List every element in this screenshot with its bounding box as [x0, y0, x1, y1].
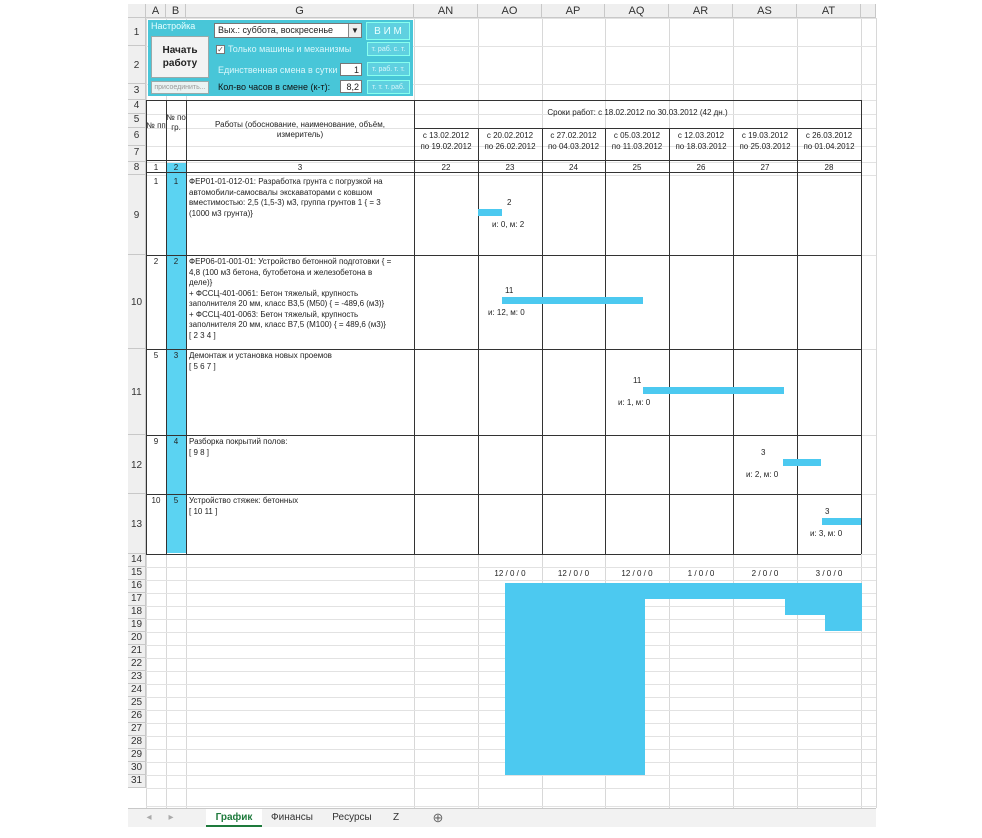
- task-pp: 1: [153, 177, 159, 186]
- task-group: 5: [173, 496, 179, 505]
- sheet-tab-bar: [128, 808, 876, 827]
- row-header[interactable]: 19: [128, 619, 146, 632]
- task-resources: и: 3, м: 0: [810, 529, 843, 538]
- grid-row-line: [146, 775, 876, 776]
- side-button-1[interactable]: т. раб. с. т.: [367, 42, 410, 56]
- histogram-bar: [545, 583, 645, 775]
- row-header[interactable]: 9: [128, 175, 146, 255]
- chevron-down-icon[interactable]: ▼: [348, 24, 361, 37]
- weekend-select[interactable]: Вых.: суббота, воскресенье ▼: [214, 23, 362, 38]
- week-start: с 27.02.2012: [550, 131, 597, 140]
- week-end: по 11.03.2012: [611, 142, 663, 151]
- week-end: по 25.03.2012: [739, 142, 791, 151]
- grid-col-line: [876, 18, 877, 808]
- task-duration: 2: [507, 198, 512, 207]
- table-border-h: [146, 160, 861, 161]
- task-pp: 10: [151, 496, 161, 505]
- week-number: 26: [696, 163, 706, 172]
- total-cell: 12 / 0 / 0: [494, 569, 526, 578]
- row-header[interactable]: 8: [128, 162, 146, 175]
- col-header-b[interactable]: B: [166, 4, 186, 18]
- row-header[interactable]: 6: [128, 128, 146, 146]
- task-text-line: Устройство стяжек: бетонных: [189, 496, 299, 505]
- tab-z[interactable]: Z: [392, 812, 400, 823]
- week-number: 25: [632, 163, 642, 172]
- table-border-v: [861, 100, 862, 554]
- histogram-bar: [825, 583, 862, 631]
- week-start: с 20.02.2012: [486, 131, 534, 140]
- table-border-v: [797, 128, 798, 554]
- row-header[interactable]: 24: [128, 684, 146, 697]
- row-header[interactable]: 22: [128, 658, 146, 671]
- total-cell: 3 / 0 / 0: [815, 569, 843, 578]
- tab-resursy[interactable]: Ресурсы: [332, 812, 372, 823]
- shift-input[interactable]: 1: [340, 63, 362, 76]
- table-border-v: [733, 128, 734, 554]
- task-group: 3: [173, 351, 179, 360]
- row-header[interactable]: 29: [128, 749, 146, 762]
- task-resources: и: 12, м: 0: [488, 308, 525, 317]
- table-border-h: [146, 100, 861, 101]
- task-pp: 5: [153, 351, 159, 360]
- row-header[interactable]: 1: [128, 18, 146, 46]
- row-header[interactable]: 15: [128, 567, 146, 580]
- task-pp: 2: [153, 257, 159, 266]
- table-border-h: [146, 255, 861, 256]
- row-header[interactable]: 26: [128, 710, 146, 723]
- task-duration: 3: [761, 448, 766, 457]
- grid-row-line: [146, 18, 876, 19]
- row-header[interactable]: 3: [128, 84, 146, 100]
- col-header-as[interactable]: AS: [733, 4, 797, 18]
- col-header-g[interactable]: G: [186, 4, 414, 18]
- gantt-bar[interactable]: [822, 518, 861, 525]
- task-group: 1: [173, 177, 179, 186]
- row-header[interactable]: 13: [128, 494, 146, 554]
- row-header[interactable]: 7: [128, 146, 146, 162]
- week-number: 28: [824, 163, 834, 172]
- grid-row-line: [146, 175, 876, 176]
- grid-row-line: [146, 806, 876, 807]
- total-cell: 1 / 0 / 0: [687, 569, 715, 578]
- row-header[interactable]: 28: [128, 736, 146, 749]
- col-header-ar[interactable]: AR: [669, 4, 733, 18]
- row-header[interactable]: 4: [128, 100, 146, 114]
- col-header-at[interactable]: AT: [797, 4, 861, 18]
- total-cell: 12 / 0 / 0: [557, 569, 590, 578]
- table-border-h: [146, 494, 861, 495]
- row-header[interactable]: 21: [128, 645, 146, 658]
- task-group: 2: [173, 257, 179, 266]
- row-header[interactable]: 30: [128, 762, 146, 775]
- panel-title: Настройка: [151, 21, 196, 31]
- row-header[interactable]: 12: [128, 435, 146, 494]
- col-header-extra[interactable]: [861, 4, 876, 18]
- task-text-line: заполнителя 20 мм, класс В7,5 (М100) { = 489,6 (м3)}: [189, 320, 386, 329]
- histogram-bar: [505, 583, 545, 775]
- task-text-line: + ФССЦ-401-0063: Бетон тяжелый, крупность: [189, 309, 359, 319]
- add-sheet-icon[interactable]: ⊕: [432, 810, 444, 825]
- week-start: с 13.02.2012: [422, 131, 470, 140]
- histogram-bar: [645, 583, 705, 599]
- col-header-a[interactable]: A: [146, 4, 166, 18]
- task-duration: 3: [825, 507, 830, 516]
- hours-input[interactable]: 8,2: [340, 80, 362, 93]
- task-text-line: [ 5 6 7 ]: [189, 361, 216, 371]
- task-text-line: [ 2 3 4 ]: [189, 330, 216, 340]
- machines-checkbox[interactable]: ✓: [217, 45, 224, 54]
- col-header-ap[interactable]: AP: [542, 4, 605, 18]
- total-cell: 2 / 0 / 0: [751, 569, 779, 578]
- start-button[interactable]: Начать работу: [151, 36, 209, 78]
- task-text-line: вместимостью: 2,5 (1,5-3) м3, группа грунтов 1 { = 3: [189, 198, 381, 207]
- row-header[interactable]: 11: [128, 349, 146, 435]
- week-number: 24: [569, 163, 578, 172]
- task-text-line: Разборка покрытий полов:: [189, 437, 288, 446]
- week-number: 22: [441, 163, 451, 172]
- task-resources: и: 0, м: 2: [492, 220, 525, 229]
- tab-finansy[interactable]: Финансы: [271, 812, 313, 823]
- col-header-ao[interactable]: AO: [478, 4, 542, 18]
- grid-row-line: [146, 567, 876, 568]
- week-end: по 01.04.2012: [803, 142, 855, 151]
- side-button-3[interactable]: т. т. т. раб.: [367, 80, 410, 94]
- task-text-line: деле)}: [189, 278, 213, 287]
- table-border-h: [146, 554, 861, 555]
- tab-scroll-right-icon[interactable]: ▸: [168, 812, 174, 823]
- task-text-line: (1000 м3 грунта)}: [189, 208, 253, 218]
- task-text-line: + ФССЦ-401-0061: Бетон тяжелый, крупность: [189, 288, 359, 298]
- gantt-bar[interactable]: [478, 209, 502, 216]
- task-resources: и: 1, м: 0: [618, 398, 651, 407]
- task-text-line: 4,8 (100 м3 бетона, бутобетона и железобетона в: [189, 267, 373, 277]
- row-header[interactable]: 18: [128, 606, 146, 619]
- attach-button[interactable]: присоединить...: [151, 81, 209, 94]
- table-border-v: [605, 128, 606, 554]
- week-number: 27: [760, 163, 770, 172]
- hdr-num: № пп: [146, 121, 166, 130]
- task-text-line: ФЕР01-01-012-01: Разработка грунта с погрузкой на: [189, 177, 383, 186]
- gantt-bar[interactable]: [643, 387, 784, 394]
- gantt-bar[interactable]: [502, 297, 643, 304]
- corner-cell[interactable]: [128, 4, 146, 18]
- task-group: 4: [173, 437, 179, 446]
- side-button-2[interactable]: т. раб. т. т.: [367, 62, 410, 76]
- table-border-h: [146, 349, 861, 350]
- week-number: 23: [505, 163, 515, 172]
- hdr-works: Работы (обоснование, наименование, объём, измеритель): [215, 120, 385, 139]
- table-border-h: [146, 435, 861, 436]
- week-start: с 12.03.2012: [677, 131, 725, 140]
- hdr-group: № по гр.: [166, 113, 186, 132]
- histogram-bar: [705, 583, 785, 599]
- task-text-line: ФЕР06-01-001-01: Устройство бетонной подготовки { =: [189, 257, 392, 266]
- task-resources: и: 2, м: 0: [746, 470, 779, 479]
- row-header[interactable]: 2: [128, 46, 146, 84]
- row-header[interactable]: 14: [128, 554, 146, 567]
- shift-label: Единственная смена в сутки: [218, 65, 338, 75]
- histogram-bar: [785, 583, 825, 615]
- task-text-line: [ 9 8 ]: [189, 447, 210, 457]
- task-pp: 9: [153, 437, 159, 446]
- row-header[interactable]: 31: [128, 775, 146, 788]
- table-border-v: [478, 128, 479, 554]
- row-header[interactable]: 5: [128, 114, 146, 128]
- bim-button[interactable]: В И М: [366, 22, 410, 40]
- task-text-line: [ 10 11 ]: [189, 506, 218, 516]
- task-text-line: заполнителя 20 мм, класс В3,5 (М50) { = -489,6 (м3)}: [189, 299, 385, 308]
- idx-3: 3: [297, 163, 303, 172]
- row-header[interactable]: 16: [128, 580, 146, 593]
- total-cell: 12 / 0 / 0: [621, 569, 653, 578]
- idx-2: 2: [173, 163, 179, 172]
- row-header[interactable]: 17: [128, 593, 146, 606]
- period-title: Сроки работ: с 18.02.2012 по 30.03.2012 (42 дн.): [547, 108, 728, 117]
- grid-row-line: [146, 788, 876, 789]
- hours-label: Кол-во часов в смене (к-т):: [218, 82, 331, 92]
- row-header[interactable]: 25: [128, 697, 146, 710]
- row-header[interactable]: 23: [128, 671, 146, 684]
- week-end: по 26.02.2012: [484, 142, 536, 151]
- row-header[interactable]: 20: [128, 632, 146, 645]
- table-border-v: [669, 128, 670, 554]
- week-start: с 26.03.2012: [805, 131, 853, 140]
- week-start: с 05.03.2012: [613, 131, 661, 140]
- task-duration: 11: [633, 376, 642, 385]
- week-start: с 19.03.2012: [741, 131, 789, 140]
- week-end: по 19.02.2012: [420, 142, 472, 151]
- task-text-line: автомобили-самосвалы экскаваторами с ковшом: [189, 187, 373, 197]
- task-duration: 11: [505, 286, 514, 295]
- idx-1: 1: [153, 163, 159, 172]
- gantt-bar[interactable]: [783, 459, 821, 466]
- week-end: по 04.03.2012: [547, 142, 600, 151]
- grid-row-line: [146, 580, 876, 581]
- task-text-line: Демонтаж и установка новых проемов: [189, 351, 332, 360]
- col-header-an[interactable]: AN: [414, 4, 478, 18]
- row-header[interactable]: 10: [128, 255, 146, 349]
- tab-scroll-left-icon[interactable]: ◂: [146, 812, 152, 823]
- table-border-v: [542, 128, 543, 554]
- col-header-aq[interactable]: AQ: [605, 4, 669, 18]
- table-border-h: [414, 128, 861, 129]
- row-header[interactable]: 27: [128, 723, 146, 736]
- week-end: по 18.03.2012: [675, 142, 727, 151]
- machines-checkbox-label: Только машины и механизмы: [228, 44, 352, 54]
- tab-grafik[interactable]: График: [206, 809, 262, 827]
